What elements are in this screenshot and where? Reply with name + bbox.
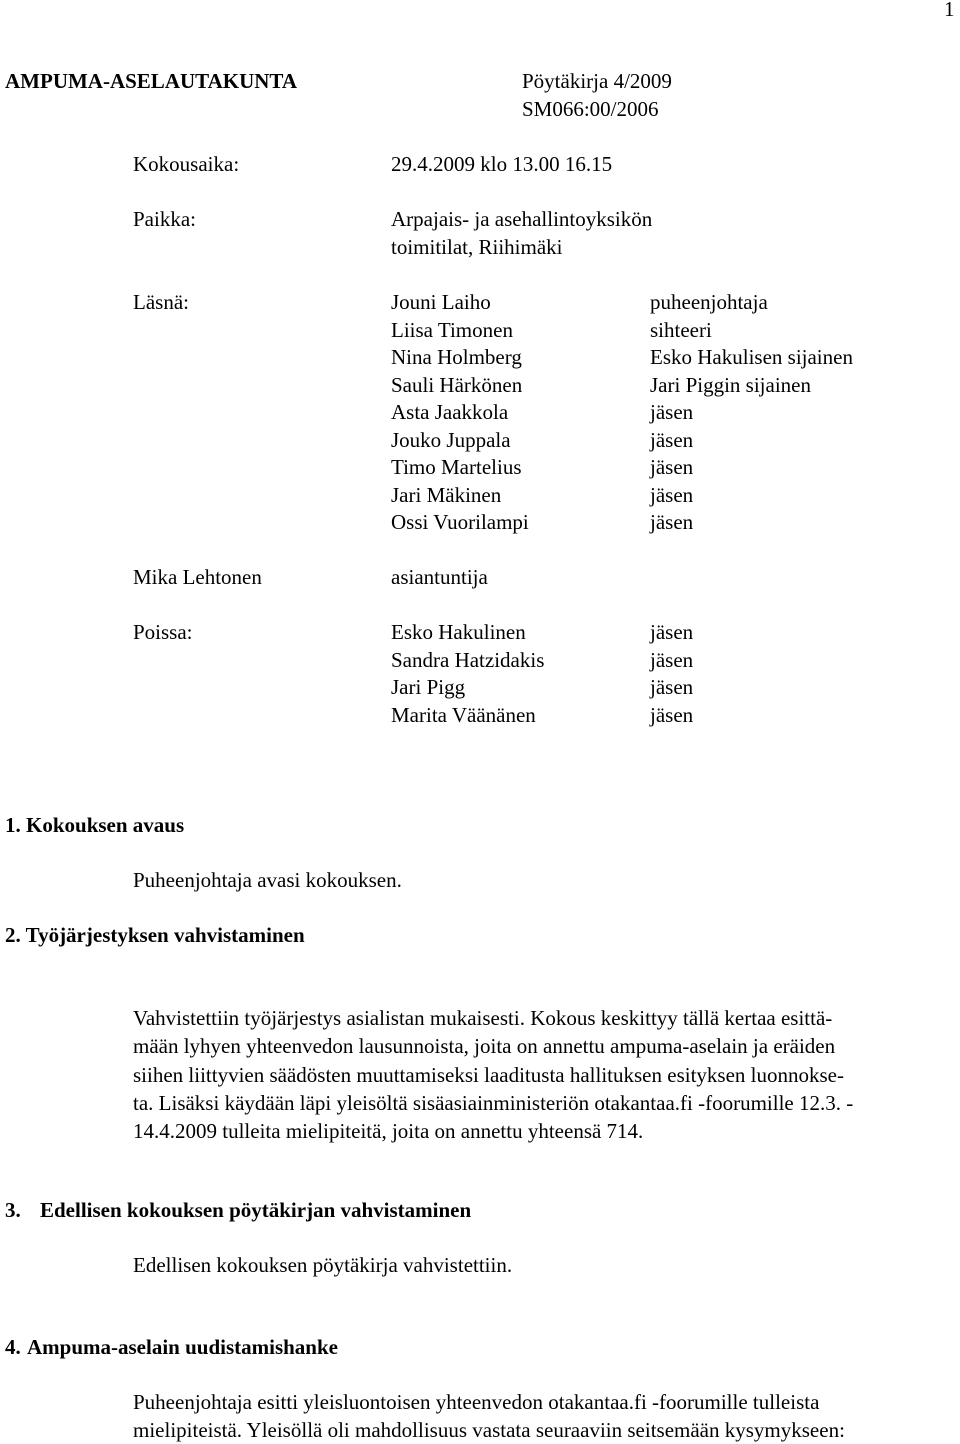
present-roles-list: [650, 289, 853, 537]
section-4-line: mielipiteistä. Yleisöllä oli mahdollisuus vastata seuraaviin seitsemään kysymykseen:: [133, 1417, 845, 1444]
section-1-text: Puheenjohtaja avasi kokouksen.: [133, 867, 402, 895]
absent-member-role: jäsen: [650, 647, 693, 675]
meeting-place-line2: toimitilat, Riihimäki: [391, 234, 563, 262]
present-member-name: Jari Mäkinen: [391, 482, 529, 510]
absent-member-role: jäsen: [650, 702, 693, 730]
section-2-line: Vahvistettiin työjärjestys asialistan mukaisesti. Kokous keskittyy tällä kertaa esittä-: [133, 1004, 853, 1032]
present-member-name: Timo Martelius: [391, 454, 529, 482]
absent-member-role: jäsen: [650, 619, 693, 647]
present-member-role: Jari Piggin sijainen: [650, 372, 853, 400]
section-2-line: mään lyhyen yhteenvedon lausunnoista, joita on annettu ampuma-aselain ja eräiden: [133, 1032, 853, 1060]
section-2-heading: 2. Työjärjestyksen vahvistaminen: [5, 922, 305, 950]
absent-roles-list: [650, 619, 693, 729]
present-member-role: jäsen: [650, 482, 853, 510]
section-2-line: ta. Lisäksi käydään läpi yleisöltä sisäasiainministeriön otakantaa.fi -foorumille 12.3. -: [133, 1089, 853, 1117]
document-number: SM066:00/2006: [522, 96, 659, 124]
section-4-title: Ampuma-aselain uudistamishanke: [27, 1334, 338, 1362]
present-member-role: jäsen: [650, 509, 853, 537]
expert-role: asiantuntija: [391, 564, 488, 592]
present-member-name: Asta Jaakkola: [391, 399, 529, 427]
meeting-place-label: Paikka:: [133, 206, 196, 234]
present-member-name: Sauli Härkönen: [391, 372, 529, 400]
absent-label: Poissa:: [133, 619, 193, 647]
present-member-name: Ossi Vuorilampi: [391, 509, 529, 537]
section-3-number: 3.: [5, 1197, 21, 1225]
expert-name: Mika Lehtonen: [133, 564, 262, 592]
present-member-role: Esko Hakulisen sijainen: [650, 344, 853, 372]
section-1-heading: 1. Kokouksen avaus: [5, 812, 184, 840]
section-4-number: 4.: [5, 1334, 21, 1362]
present-label: Läsnä:: [133, 289, 189, 317]
section-4-paragraph: [133, 1389, 845, 1444]
section-3-text: Edellisen kokouksen pöytäkirja vahvistettiin.: [133, 1252, 512, 1280]
document-title: Pöytäkirja 4/2009: [522, 68, 672, 96]
absent-member-role: jäsen: [650, 674, 693, 702]
present-member-role: jäsen: [650, 399, 853, 427]
present-member-role: sihteeri: [650, 317, 853, 345]
section-4-line: Puheenjohtaja esitti yleisluontoisen yhteenvedon otakantaa.fi -foorumille tulleista: [133, 1389, 845, 1417]
present-member-name: Nina Holmberg: [391, 344, 529, 372]
absent-member-name: Jari Pigg: [391, 674, 544, 702]
section-2-paragraph: [133, 1004, 853, 1145]
absent-member-name: Sandra Hatzidakis: [391, 647, 544, 675]
present-member-name: Jouni Laiho: [391, 289, 529, 317]
absent-names-list: [391, 619, 544, 729]
present-member-role: puheenjohtaja: [650, 289, 853, 317]
meeting-place-line1: Arpajais- ja asehallintoyksikön: [391, 206, 652, 234]
present-member-role: jäsen: [650, 427, 853, 455]
meeting-time-label: Kokousaika:: [133, 151, 239, 179]
section-2-line: 14.4.2009 tulleita mielipiteitä, joita on annettu yhteensä 714.: [133, 1117, 853, 1145]
organization-name: AMPUMA-ASELAUTAKUNTA: [5, 68, 297, 96]
page-number: 1: [944, 0, 955, 24]
present-member-name: Liisa Timonen: [391, 317, 529, 345]
section-2-line: siihen liittyvien säädösten muuttamiseksi laaditusta hallituksen esityksen luonnokse-: [133, 1061, 853, 1089]
absent-member-name: Marita Väänänen: [391, 702, 544, 730]
meeting-time-value: 29.4.2009 klo 13.00 16.15: [391, 151, 612, 179]
present-names-list: [391, 289, 529, 537]
absent-member-name: Esko Hakulinen: [391, 619, 544, 647]
present-member-name: Jouko Juppala: [391, 427, 529, 455]
section-3-title: Edellisen kokouksen pöytäkirjan vahvistaminen: [40, 1197, 471, 1225]
present-member-role: jäsen: [650, 454, 853, 482]
